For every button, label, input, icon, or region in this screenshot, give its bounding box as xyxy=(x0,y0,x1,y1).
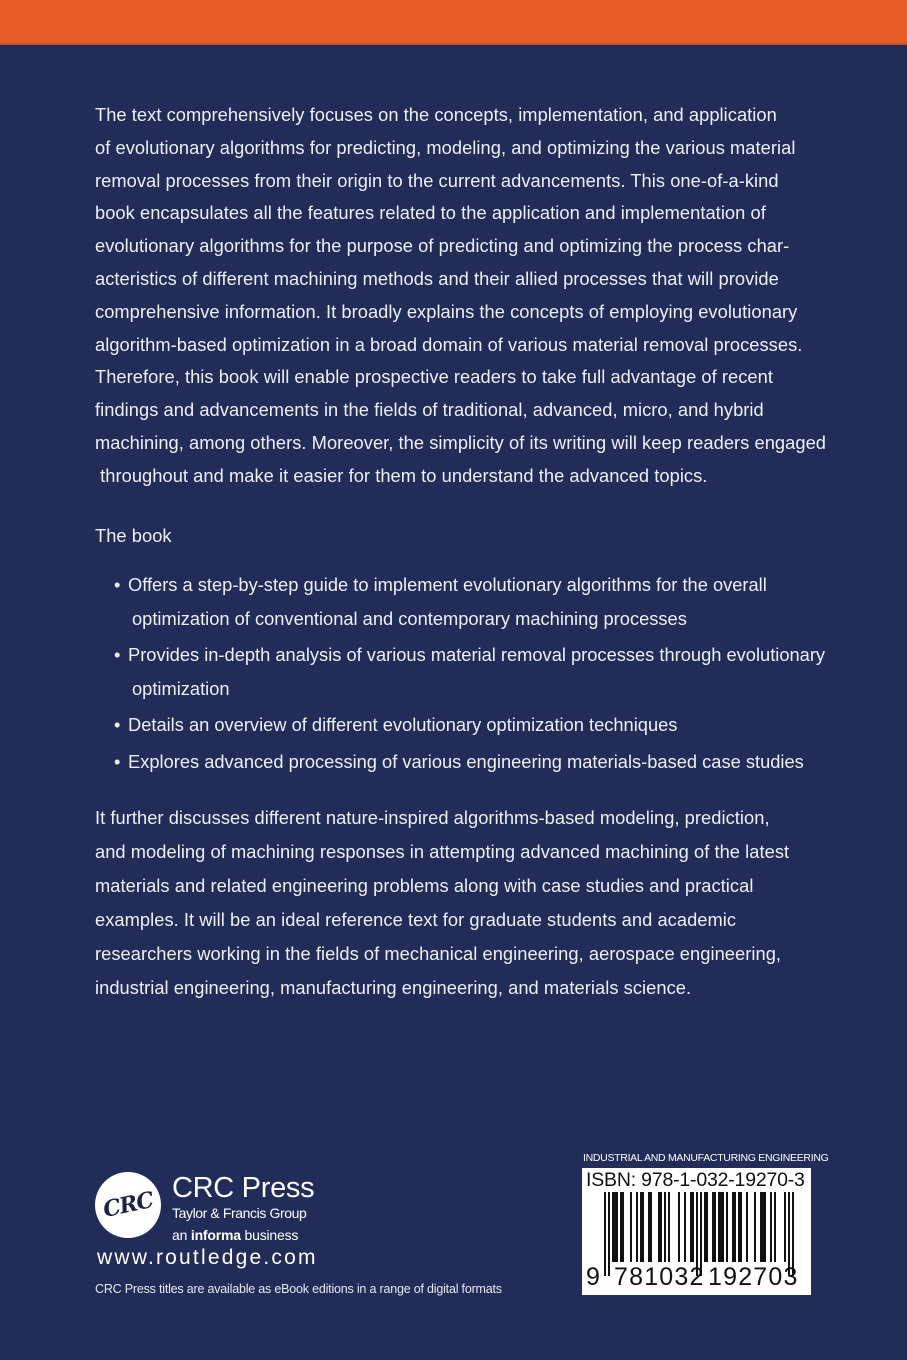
barcode-bar xyxy=(658,1192,660,1262)
bullet-line xyxy=(114,672,825,706)
barcode-bar xyxy=(612,1192,614,1262)
paragraph-line: removal processes from their origin to the current advancements. This one-of-a-kind xyxy=(95,169,779,191)
barcode-bar xyxy=(622,1192,624,1262)
barcode-bar xyxy=(620,1192,622,1262)
bullet-line xyxy=(114,602,825,636)
paragraph-line: materials and related engineering problems along with case studies and practical xyxy=(95,875,754,896)
barcode-bar xyxy=(740,1192,742,1262)
paragraph-line: throughout and make it easier for them to understand the advanced topics. xyxy=(95,464,708,486)
publisher-group: Taylor & Francis Group xyxy=(172,1205,307,1221)
barcode-bar xyxy=(692,1192,694,1262)
book-intro-text: The book xyxy=(95,525,172,546)
barcode-bar xyxy=(746,1192,748,1262)
paragraph-line: industrial engineering, manufacturing engineering, and materials science. xyxy=(95,977,692,998)
bullet-line xyxy=(114,638,825,672)
barcode-bar xyxy=(734,1192,736,1262)
barcode-bar xyxy=(726,1192,728,1262)
isbn-number: ISBN: 978-1-032-19270-3 xyxy=(586,1169,805,1191)
bullet-line xyxy=(114,745,825,779)
feature-bullet-item xyxy=(114,745,825,779)
feature-bullet-item xyxy=(114,638,825,705)
paragraph-line: The text comprehensively focuses on the concepts, implementation, and application xyxy=(95,104,777,125)
barcode-digits-right: 192703 xyxy=(708,1263,799,1291)
barcode-bar xyxy=(614,1192,616,1262)
paragraph-line: of evolutionary algorithms for predicting, modeling, and optimizing the various material xyxy=(95,136,796,158)
informa-bold: informa xyxy=(190,1227,241,1243)
barcode-bar xyxy=(760,1192,762,1262)
bullet-text: Explores advanced processing of various engineering materials-based case studies xyxy=(128,750,804,772)
barcode-bar xyxy=(668,1192,670,1262)
barcode-bar xyxy=(704,1192,706,1262)
bullet-text: Provides in-depth analysis of various material removal processes through evolutionary xyxy=(128,644,826,665)
paragraph-line: book encapsulates all the features related to the application and implementation of xyxy=(95,202,766,224)
barcode-bar xyxy=(774,1192,776,1262)
feature-bullet-item xyxy=(114,708,825,742)
barcode-bar xyxy=(754,1192,756,1262)
barcode-bar xyxy=(706,1192,708,1262)
barcode-bar xyxy=(630,1192,632,1262)
barcode-bar xyxy=(738,1192,740,1262)
bullet-text: optimization of conventional and contemporary machining processes xyxy=(132,607,687,629)
ebook-availability-note: CRC Press titles are available as eBook editions in a range of digital formats xyxy=(95,1282,502,1296)
barcode-bar xyxy=(660,1192,662,1262)
informa-prefix: an xyxy=(172,1227,191,1243)
barcode-bar xyxy=(608,1192,610,1276)
publisher-name: CRC Press xyxy=(172,1172,315,1204)
barcode-bar xyxy=(732,1192,734,1262)
bullet-text: Details an overview of different evolutionary optimization techniques xyxy=(128,714,678,735)
barcode-digit-first: 9 xyxy=(586,1263,600,1291)
crc-logo-icon xyxy=(95,1172,161,1238)
barcode-bar xyxy=(718,1192,720,1262)
barcode-bar xyxy=(762,1192,764,1262)
barcode-bar xyxy=(712,1192,714,1262)
bullet-text: optimization xyxy=(132,677,230,699)
top-orange-band xyxy=(0,0,907,45)
bullet-line xyxy=(114,708,825,742)
bullet-dot-icon: • xyxy=(114,574,121,595)
barcode-bar xyxy=(770,1192,772,1262)
barcode-bar xyxy=(664,1192,666,1262)
book-intro-label xyxy=(95,520,815,553)
paragraph-line: researchers working in the fields of mechanical engineering, aerospace engineering, xyxy=(95,943,782,964)
crc-logo-text: CRC xyxy=(100,1187,156,1223)
barcode-bar xyxy=(684,1192,686,1262)
barcode-bar xyxy=(648,1192,650,1262)
barcode-bar xyxy=(784,1192,786,1262)
barcode-bar xyxy=(650,1192,652,1262)
publisher-url-link[interactable]: www.routledge.com xyxy=(97,1246,318,1269)
feature-bullet-item xyxy=(114,568,825,635)
isbn-barcode xyxy=(582,1168,811,1295)
barcode-bar xyxy=(642,1192,644,1262)
paragraph-line: findings and advancements in the fields of traditional, advanced, micro, and hybrid xyxy=(95,399,764,421)
barcode-bar xyxy=(678,1192,680,1262)
barcode-bar xyxy=(640,1192,642,1262)
bullet-line xyxy=(114,568,825,602)
barcode-bar xyxy=(714,1192,716,1262)
barcode-bar xyxy=(690,1192,692,1262)
paragraph-line: comprehensive information. It broadly explains the concepts of employing evolutionary xyxy=(95,300,798,322)
bullet-dot-icon: • xyxy=(114,644,121,665)
paragraph-line: and modeling of machining responses in attempting advanced machining of the latest xyxy=(95,841,790,862)
bullet-dot-icon: • xyxy=(114,714,121,735)
barcode-bar xyxy=(722,1192,724,1262)
paragraph-line: machining, among others. Moreover, the simplicity of its writing will keep readers engaged xyxy=(95,431,827,453)
bullet-dot-icon: • xyxy=(114,750,121,772)
paragraph-line: Therefore, this book will enable prospective readers to take full advantage of recent xyxy=(95,366,773,388)
description-paragraph-1 xyxy=(95,99,827,493)
informa-suffix: business xyxy=(240,1227,299,1243)
paragraph-line: evolutionary algorithms for the purpose of predicting and optimizing the process char- xyxy=(95,235,790,257)
bullet-text: Offers a step-by-step guide to implement evolutionary algorithms for the overall xyxy=(128,574,767,595)
publisher-informa-tagline xyxy=(172,1227,298,1243)
description-paragraph-3 xyxy=(95,801,815,1005)
barcode-bar xyxy=(604,1192,606,1276)
paragraph-line: It further discusses different nature-inspired algorithms-based modeling, prediction, xyxy=(95,807,770,828)
barcode-bar xyxy=(616,1192,618,1262)
barcode-bar xyxy=(636,1192,638,1262)
paragraph-line: acteristics of different machining methods and their allied processes that will provide xyxy=(95,267,779,289)
feature-bullet-list xyxy=(114,568,825,781)
subject-category-label: INDUSTRIAL AND MANUFACTURING ENGINEERING xyxy=(583,1152,829,1164)
paragraph-line: examples. It will be an ideal reference text for graduate students and academic xyxy=(95,909,737,930)
barcode-bar xyxy=(720,1192,722,1262)
paragraph-line: algorithm-based optimization in a broad domain of various material removal processes. xyxy=(95,333,803,355)
barcode-bar xyxy=(764,1192,766,1262)
barcode-digits-left: 781032 xyxy=(614,1263,705,1291)
